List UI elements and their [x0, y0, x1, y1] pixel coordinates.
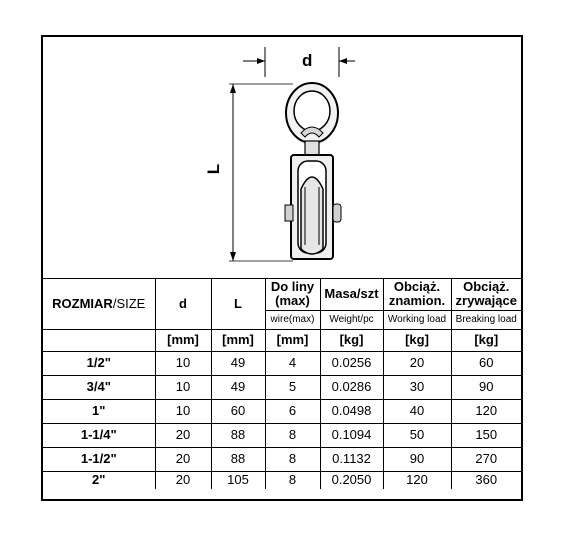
- size-cell: 1/2": [43, 351, 155, 375]
- size-cell: 1-1/4": [43, 423, 155, 447]
- table-row: [43, 375, 521, 399]
- table-row: [43, 471, 521, 489]
- product-sheet: [41, 35, 523, 501]
- L-cell: 60: [211, 399, 265, 423]
- unit-cell: [mm]: [265, 329, 320, 351]
- working-load-cell: 20: [383, 351, 451, 375]
- d-cell: 10: [155, 375, 211, 399]
- L-cell: 88: [211, 423, 265, 447]
- unit-cell: [mm]: [211, 329, 265, 351]
- breaking-load-cell: 150: [451, 423, 521, 447]
- size-cell: 1-1/2": [43, 447, 155, 471]
- L-cell: 49: [211, 351, 265, 375]
- wire-cell: 8: [265, 471, 320, 489]
- size-cell: 2": [43, 471, 155, 489]
- size-cell: 1": [43, 399, 155, 423]
- wire-column-subheader: wire(max): [265, 310, 320, 329]
- mass-cell: 0.1094: [320, 423, 383, 447]
- d-cell: 20: [155, 471, 211, 489]
- d-cell: 20: [155, 447, 211, 471]
- wire-cell: 4: [265, 351, 320, 375]
- working-load-cell: 50: [383, 423, 451, 447]
- wire-cell: 8: [265, 447, 320, 471]
- working-load-cell: 90: [383, 447, 451, 471]
- dimension-L-label: L: [204, 163, 224, 175]
- breaking-load-cell: 90: [451, 375, 521, 399]
- table-row: [43, 399, 521, 423]
- unit-cell: [kg]: [383, 329, 451, 351]
- mass-cell: 0.0256: [320, 351, 383, 375]
- mass-cell: 0.1132: [320, 447, 383, 471]
- working-load-cell: 30: [383, 375, 451, 399]
- mass-cell: 0.2050: [320, 471, 383, 489]
- size-column-header: ROZMIAR/SIZE: [43, 279, 155, 329]
- working-load-column-header: Obciąż. znamion.: [383, 279, 451, 310]
- breaking-load-column-subheader: Breaking load: [451, 310, 521, 329]
- d-column-header: d: [155, 279, 211, 329]
- table-row: [43, 351, 521, 375]
- L-column-header: L: [211, 279, 265, 329]
- breaking-load-column-header: Obciąż. zrywające: [451, 279, 521, 310]
- breaking-load-cell: 270: [451, 447, 521, 471]
- unit-cell: [mm]: [155, 329, 211, 351]
- spec-table: [43, 279, 521, 489]
- L-cell: 105: [211, 471, 265, 489]
- swivel-pulley-illustration: [43, 37, 521, 278]
- d-cell: 10: [155, 351, 211, 375]
- breaking-load-cell: 360: [451, 471, 521, 489]
- wire-column-header: Do liny (max): [265, 279, 320, 310]
- breaking-load-cell: 120: [451, 399, 521, 423]
- d-cell: 10: [155, 399, 211, 423]
- unit-cell: [kg]: [451, 329, 521, 351]
- d-cell: 20: [155, 423, 211, 447]
- unit-cell: [kg]: [320, 329, 383, 351]
- breaking-load-cell: 60: [451, 351, 521, 375]
- mass-cell: 0.0286: [320, 375, 383, 399]
- L-cell: 49: [211, 375, 265, 399]
- table-row: [43, 447, 521, 471]
- units-row: [43, 329, 521, 351]
- dimension-d-label: d: [302, 51, 313, 70]
- wire-cell: 6: [265, 399, 320, 423]
- units-spacer: [43, 329, 155, 351]
- L-cell: 88: [211, 447, 265, 471]
- size-cell: 3/4": [43, 375, 155, 399]
- working-load-cell: 120: [383, 471, 451, 489]
- working-load-cell: 40: [383, 399, 451, 423]
- mass-cell: 0.0498: [320, 399, 383, 423]
- wire-cell: 5: [265, 375, 320, 399]
- mass-column-header: Masa/szt: [320, 279, 383, 310]
- table-row: [43, 423, 521, 447]
- wire-cell: 8: [265, 423, 320, 447]
- working-load-column-subheader: Working load: [383, 310, 451, 329]
- mass-column-subheader: Weight/pc: [320, 310, 383, 329]
- pulley-drawing: [43, 37, 521, 279]
